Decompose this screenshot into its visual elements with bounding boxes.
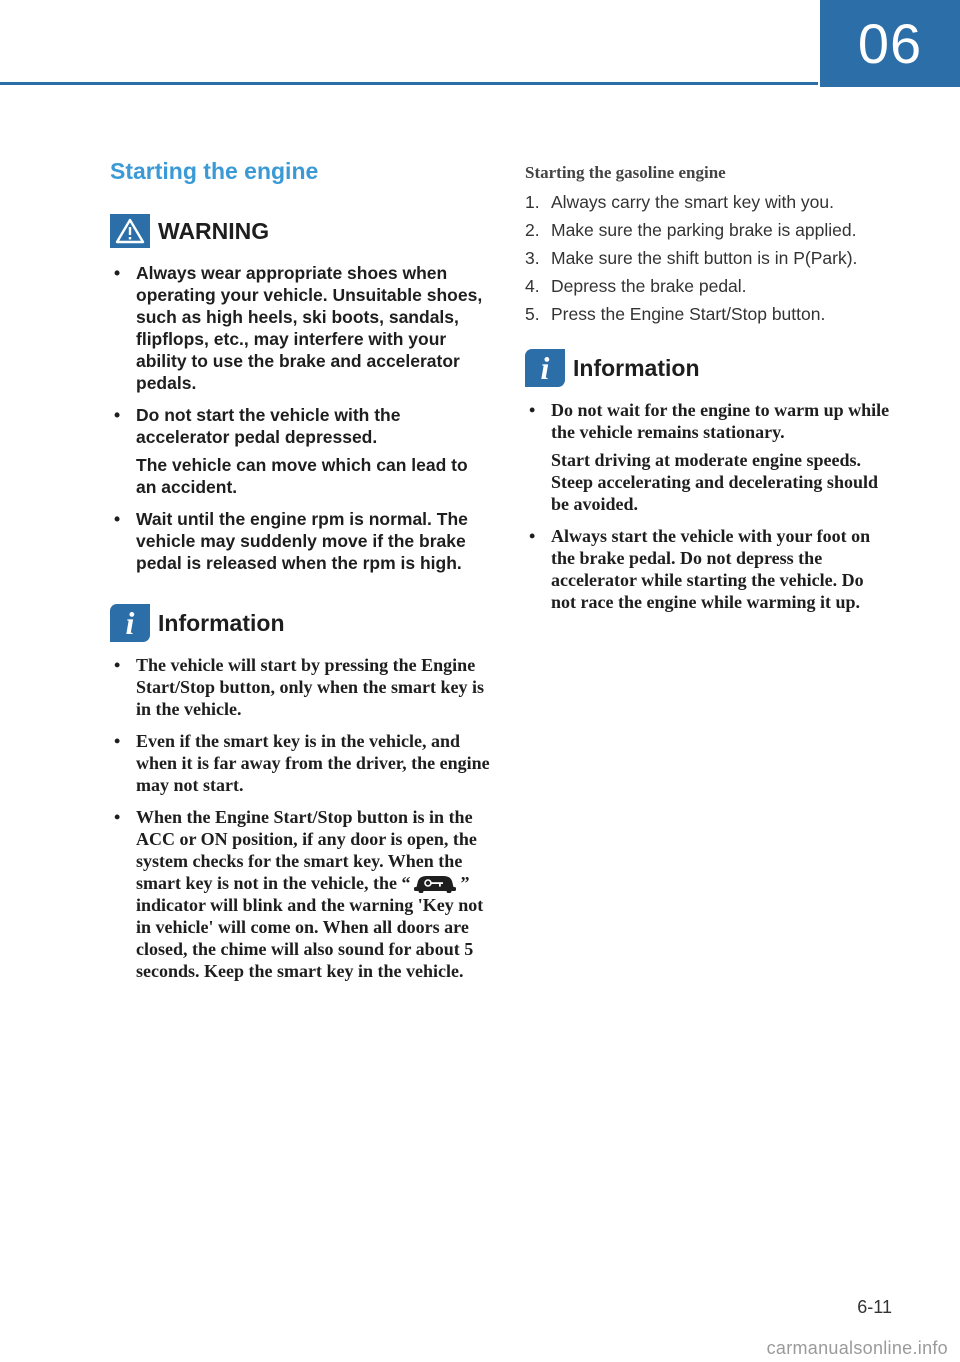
warning-text: • Do not start the vehicle with the accelerator pedal depressed.	[136, 405, 401, 447]
step-text: Press the Engine Start/Stop button.	[551, 304, 826, 324]
info-text-part: ” indicator will blink and the warning 'Key not in vehicle' will come on. When all doors are closed, the chime will also sound for about 5 seconds. Keep the smart key in the vehicle.	[136, 873, 484, 981]
info-label: Information	[573, 354, 700, 381]
step-text: Always carry the smart key with you.	[551, 192, 834, 212]
gasoline-steps	[525, 191, 893, 325]
step-text: Make sure the shift button is in P(Park).	[551, 248, 858, 268]
page-number: 6-11	[857, 1297, 892, 1317]
step-item	[525, 219, 893, 241]
warning-item	[110, 404, 492, 498]
header-rule	[0, 82, 818, 85]
step-text: Make sure the parking brake is applied.	[551, 220, 857, 240]
info-list-left	[110, 654, 492, 982]
info-text: • Always start the vehicle with your foot on the brake pedal. Do not depress the accelerator while starting the vehicle. Do not race the engine while warming it up.	[551, 526, 871, 612]
info-text	[136, 806, 492, 982]
section-title: Starting the engine	[110, 158, 319, 184]
warning-item	[110, 262, 492, 394]
step-item	[525, 247, 893, 269]
step-item	[525, 303, 893, 325]
info-header-right	[525, 349, 893, 387]
info-item	[525, 525, 893, 613]
info-label: Information	[158, 609, 285, 636]
info-list-right	[525, 399, 893, 613]
info-text: Start driving at moderate engine speeds. Steep accelerating and decelerating should be avoided.	[551, 450, 878, 514]
smart-key-indicator-icon	[412, 873, 458, 893]
info-item	[110, 654, 492, 720]
warning-triangle-icon	[110, 214, 150, 248]
info-header-left	[110, 604, 492, 642]
step-item	[525, 191, 893, 213]
warning-item	[110, 508, 492, 574]
warning-label: WARNING	[158, 217, 270, 244]
step-number: 1.	[525, 192, 540, 212]
right-column	[525, 163, 893, 623]
step-text: Depress the brake pedal.	[551, 276, 747, 296]
step-item	[525, 275, 893, 297]
info-item	[110, 806, 492, 982]
warning-header	[110, 214, 492, 248]
info-text: • Even if the smart key is in the vehicle, and when it is far away from the driver, the engine may not start.	[136, 731, 490, 795]
info-item	[110, 730, 492, 796]
warning-text: • Always wear appropriate shoes when operating your vehicle. Unsuitable shoes, such as high heels, ski boots, sandals, flipflops, etc., may interfere with your ability to use the brake and accelerator pedals.	[136, 263, 483, 393]
footer-watermark: carmanualsonline.info	[766, 1338, 948, 1358]
warning-text: The vehicle can move which can lead to an accident.	[136, 455, 468, 497]
info-icon: i	[525, 349, 565, 387]
warning-list	[110, 262, 492, 574]
info-item	[525, 399, 893, 515]
info-text-part: When the Engine Start/Stop button is in the ACC or ON position, if any door is open, the system checks for the smart key. When the smart key is not in the vehicle, the “	[136, 807, 477, 893]
info-icon: i	[110, 604, 150, 642]
step-number: 5.	[525, 304, 540, 324]
step-number: 3.	[525, 248, 540, 268]
step-number: 4.	[525, 276, 540, 296]
info-text: • The vehicle will start by pressing the Engine Start/Stop button, only when the smart key is in the vehicle.	[136, 655, 485, 719]
warning-text: • Wait until the engine rpm is normal. The vehicle may suddenly move if the brake pedal is released when the rpm is high.	[136, 509, 468, 573]
step-number: 2.	[525, 220, 540, 240]
gasoline-title: Starting the gasoline engine	[525, 163, 726, 182]
info-text: • Do not wait for the engine to warm up while the vehicle remains stationary.	[551, 400, 890, 442]
left-column	[110, 214, 492, 992]
chapter-tab: 06	[820, 0, 960, 87]
